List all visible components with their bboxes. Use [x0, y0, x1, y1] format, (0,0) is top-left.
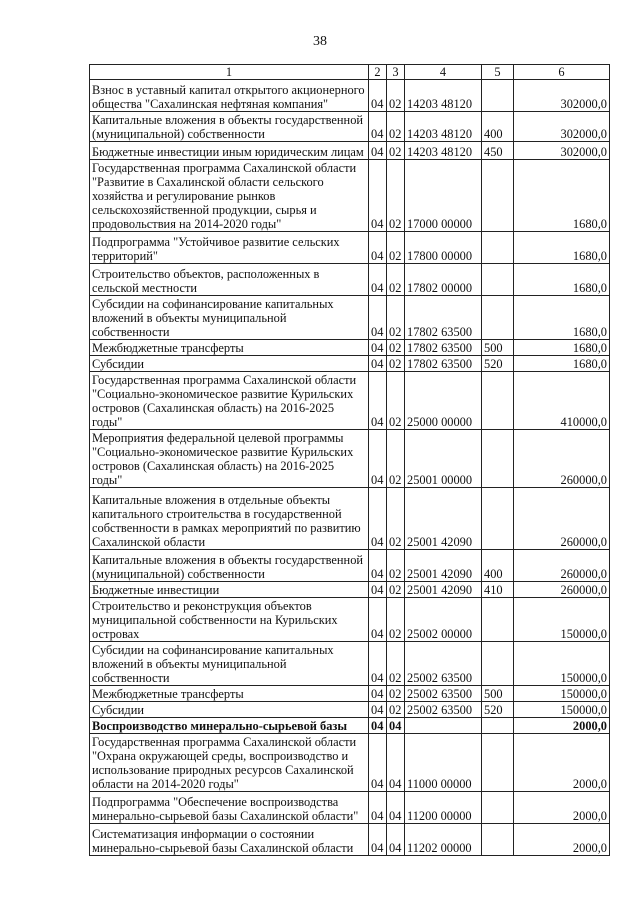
subsection-code-cell: 02: [387, 642, 405, 686]
amount-cell: 260000,0: [514, 430, 610, 488]
expense-type-cell: 520: [482, 702, 514, 718]
subsection-code-cell: 02: [387, 340, 405, 356]
section-code-cell: 04: [369, 356, 387, 372]
page-number: 38: [313, 34, 327, 49]
row-name-cell: Подпрограмма "Устойчивое развитие сельских территорий": [90, 232, 369, 264]
row-name-cell: Капитальные вложения в объекты государственной (муниципальной) собственности: [90, 112, 369, 142]
target-article-cell: 25002 63500: [405, 702, 482, 718]
expense-type-cell: [482, 264, 514, 296]
section-code-cell: 04: [369, 642, 387, 686]
section-code-cell: 04: [369, 430, 387, 488]
table-header-row: [90, 65, 610, 80]
section-code-cell: 04: [369, 702, 387, 718]
subsection-code-cell: 02: [387, 702, 405, 718]
amount-cell: 1680,0: [514, 296, 610, 340]
subsection-code-cell: 02: [387, 112, 405, 142]
subsection-code-cell: 02: [387, 550, 405, 582]
section-code-cell: 04: [369, 792, 387, 824]
target-article-cell: 11000 00000: [405, 734, 482, 792]
subsection-code-cell: 02: [387, 232, 405, 264]
amount-cell: 302000,0: [514, 142, 610, 160]
amount-cell: 410000,0: [514, 372, 610, 430]
table-row: [90, 112, 610, 142]
amount-cell: 1680,0: [514, 232, 610, 264]
amount-cell: 2000,0: [514, 718, 610, 734]
subsection-code-cell: 02: [387, 264, 405, 296]
amount-cell: 1680,0: [514, 356, 610, 372]
section-code-cell: 04: [369, 232, 387, 264]
target-article-cell: 25002 63500: [405, 686, 482, 702]
amount-cell: 1680,0: [514, 160, 610, 232]
amount-cell: 302000,0: [514, 112, 610, 142]
section-code-cell: 04: [369, 686, 387, 702]
row-name-cell: Государственная программа Сахалинской области "Социально-экономическое развитие Курильских островов (Сахалинская область) на 2016-2025 годы": [90, 372, 369, 430]
section-code-cell: 04: [369, 718, 387, 734]
section-code-cell: 04: [369, 550, 387, 582]
subsection-code-cell: 02: [387, 372, 405, 430]
header-cell: 2: [369, 65, 387, 80]
row-name-cell: Государственная программа Сахалинской области "Развитие в Сахалинской области сельского хозяйства и регулирование рынков сельскохозяйственной продукции, сырья и продовольствия на 2014-2020 годы": [90, 160, 369, 232]
expense-type-cell: 500: [482, 686, 514, 702]
amount-cell: 2000,0: [514, 824, 610, 856]
target-article-cell: 11200 00000: [405, 792, 482, 824]
row-name-cell: Государственная программа Сахалинской области "Охрана окружающей среды, воспроизводство и использование природных ресурсов Сахалинской области на 2014-2020 годы": [90, 734, 369, 792]
target-article-cell: 11202 00000: [405, 824, 482, 856]
target-article-cell: 17800 00000: [405, 232, 482, 264]
amount-cell: 1680,0: [514, 264, 610, 296]
amount-cell: 260000,0: [514, 488, 610, 550]
row-name-cell: Систематизация информации о состоянии минерально-сырьевой базы Сахалинской области: [90, 824, 369, 856]
table-row: [90, 598, 610, 642]
table-row: [90, 792, 610, 824]
section-code-cell: 04: [369, 160, 387, 232]
subsection-code-cell: 04: [387, 734, 405, 792]
expense-type-cell: [482, 718, 514, 734]
target-article-cell: 25001 42090: [405, 550, 482, 582]
table-body: [90, 65, 610, 856]
amount-cell: 2000,0: [514, 734, 610, 792]
expense-type-cell: 520: [482, 356, 514, 372]
target-article-cell: 25002 63500: [405, 642, 482, 686]
row-name-cell: Субсидии на софинансирование капитальных вложений в объекты муниципальной собственности: [90, 296, 369, 340]
table-row: [90, 160, 610, 232]
table-row: [90, 702, 610, 718]
row-name-cell: Субсидии: [90, 702, 369, 718]
row-name-cell: Подпрограмма "Обеспечение воспроизводства минерально-сырьевой базы Сахалинской области": [90, 792, 369, 824]
subsection-code-cell: 02: [387, 598, 405, 642]
table-row: [90, 824, 610, 856]
table-row: [90, 296, 610, 340]
target-article-cell: 17802 63500: [405, 356, 482, 372]
header-cell: 1: [90, 65, 369, 80]
section-code-cell: 04: [369, 582, 387, 598]
expense-type-cell: 400: [482, 112, 514, 142]
expense-type-cell: 450: [482, 142, 514, 160]
subsection-code-cell: 04: [387, 718, 405, 734]
target-article-cell: 17802 00000: [405, 264, 482, 296]
table-row: [90, 718, 610, 734]
target-article-cell: 14203 48120: [405, 80, 482, 112]
section-code-cell: 04: [369, 598, 387, 642]
target-article-cell: 17802 63500: [405, 340, 482, 356]
target-article-cell: 25000 00000: [405, 372, 482, 430]
table-row: [90, 80, 610, 112]
expense-type-cell: 500: [482, 340, 514, 356]
expense-type-cell: [482, 372, 514, 430]
subsection-code-cell: 02: [387, 356, 405, 372]
expense-type-cell: [482, 824, 514, 856]
row-name-cell: Взнос в уставный капитал открытого акционерного общества "Сахалинская нефтяная компания": [90, 80, 369, 112]
amount-cell: 150000,0: [514, 642, 610, 686]
row-name-cell: Капитальные вложения в отдельные объекты капитального строительства в государственной собственности в рамках мероприятий по развитию Сахалинской области: [90, 488, 369, 550]
table-row: [90, 550, 610, 582]
table-row: [90, 686, 610, 702]
amount-cell: 150000,0: [514, 686, 610, 702]
target-article-cell: 25001 00000: [405, 430, 482, 488]
table-row: [90, 356, 610, 372]
subsection-code-cell: 02: [387, 80, 405, 112]
row-name-cell: Межбюджетные трансферты: [90, 686, 369, 702]
amount-cell: 150000,0: [514, 702, 610, 718]
table-row: [90, 488, 610, 550]
amount-cell: 1680,0: [514, 340, 610, 356]
section-code-cell: 04: [369, 264, 387, 296]
table-row: [90, 642, 610, 686]
target-article-cell: 17802 63500: [405, 296, 482, 340]
expense-type-cell: [482, 80, 514, 112]
target-article-cell: 17000 00000: [405, 160, 482, 232]
header-cell: 5: [482, 65, 514, 80]
header-cell: 3: [387, 65, 405, 80]
header-cell: 6: [514, 65, 610, 80]
subsection-code-cell: 02: [387, 160, 405, 232]
table-row: [90, 264, 610, 296]
row-name-cell: Мероприятия федеральной целевой программы "Социально-экономическое развитие Курильских островов (Сахалинская область) на 2016-2025 годы": [90, 430, 369, 488]
section-code-cell: 04: [369, 80, 387, 112]
amount-cell: 150000,0: [514, 598, 610, 642]
section-code-cell: 04: [369, 112, 387, 142]
budget-table: [89, 64, 610, 856]
row-name-cell: Строительство и реконструкция объектов муниципальной собственности на Курильских островах: [90, 598, 369, 642]
section-code-cell: 04: [369, 296, 387, 340]
expense-type-cell: [482, 430, 514, 488]
section-code-cell: 04: [369, 372, 387, 430]
expense-type-cell: [482, 296, 514, 340]
target-article-cell: 14203 48120: [405, 112, 482, 142]
expense-type-cell: 410: [482, 582, 514, 598]
section-code-cell: 04: [369, 734, 387, 792]
subsection-code-cell: 02: [387, 582, 405, 598]
subsection-code-cell: 02: [387, 142, 405, 160]
expense-type-cell: [482, 232, 514, 264]
section-code-cell: 04: [369, 142, 387, 160]
expense-type-cell: [482, 642, 514, 686]
subsection-code-cell: 02: [387, 296, 405, 340]
subsection-code-cell: 04: [387, 824, 405, 856]
row-name-cell: Воспроизводство минерально-сырьевой базы: [90, 718, 369, 734]
expense-type-cell: [482, 598, 514, 642]
row-name-cell: Межбюджетные трансферты: [90, 340, 369, 356]
expense-type-cell: [482, 488, 514, 550]
row-name-cell: Строительство объектов, расположенных в сельской местности: [90, 264, 369, 296]
table-row: [90, 372, 610, 430]
expense-type-cell: [482, 160, 514, 232]
target-article-cell: [405, 718, 482, 734]
target-article-cell: 25001 42090: [405, 582, 482, 598]
target-article-cell: 25002 00000: [405, 598, 482, 642]
section-code-cell: 04: [369, 824, 387, 856]
row-name-cell: Бюджетные инвестиции: [90, 582, 369, 598]
expense-type-cell: 400: [482, 550, 514, 582]
subsection-code-cell: 02: [387, 430, 405, 488]
row-name-cell: Капитальные вложения в объекты государственной (муниципальной) собственности: [90, 550, 369, 582]
subsection-code-cell: 02: [387, 488, 405, 550]
amount-cell: 302000,0: [514, 80, 610, 112]
table-row: [90, 582, 610, 598]
table-row: [90, 430, 610, 488]
target-article-cell: 14203 48120: [405, 142, 482, 160]
amount-cell: 260000,0: [514, 582, 610, 598]
section-code-cell: 04: [369, 340, 387, 356]
section-code-cell: 04: [369, 488, 387, 550]
subsection-code-cell: 04: [387, 792, 405, 824]
row-name-cell: Субсидии на софинансирование капитальных вложений в объекты муниципальной собственности: [90, 642, 369, 686]
subsection-code-cell: 02: [387, 686, 405, 702]
table-row: [90, 734, 610, 792]
target-article-cell: 25001 42090: [405, 488, 482, 550]
table-row: [90, 340, 610, 356]
row-name-cell: Субсидии: [90, 356, 369, 372]
table-row: [90, 142, 610, 160]
table-row: [90, 232, 610, 264]
row-name-cell: Бюджетные инвестиции иным юридическим лицам: [90, 142, 369, 160]
expense-type-cell: [482, 792, 514, 824]
amount-cell: 2000,0: [514, 792, 610, 824]
expense-type-cell: [482, 734, 514, 792]
amount-cell: 260000,0: [514, 550, 610, 582]
header-cell: 4: [405, 65, 482, 80]
